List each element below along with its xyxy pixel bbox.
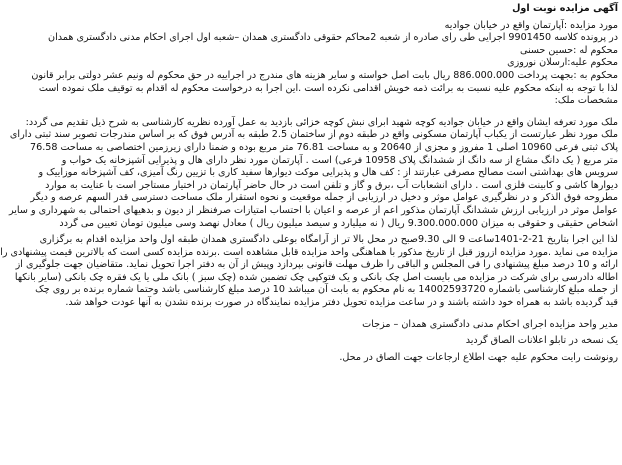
case-number-line: در پرونده کلاسه 9901450 اجرایی طی رای صادره از شعبه 2محاکم حقوقی دادگستری همدان –شعبه اول اجرای احکام مدنی دادگستری همدان xyxy=(48,32,618,44)
auction-terms-line: اطاله دادرسی برای شرکت در مزایده می بایست اصل چک بانکی و یک فتوکپی چک تضمین شده (چک سبز ) بانک ملی یا یک فقره چک بانکی (سایر بانکها xyxy=(14,271,618,283)
notice-title: آگهی مزایده نوبت اول xyxy=(512,3,618,14)
property-description-line: ملک مورد تعرفه ایشان واقع در خیابان جوادیه کوچه شهید ابرای نبش کوچه خزائی بازدید به عمل آورده نظریه کارشناسی به شرح ذیل تقدیم می گردد: xyxy=(25,116,618,128)
posting-note: یک نسخه در تابلو اعلانات الصاق گردید xyxy=(465,335,618,347)
auction-terms-line: مزایده می نماید .مورد مزایده ازروز قبل از تاریخ مذکور با هماهنگی واحد مزایده قابل مشاهده است .برنده مزایده کسی است که بالاترین قیمت پیشنهادی را xyxy=(0,246,618,258)
copy-note: رونوشت رایت محکوم علیه جهت اطلاع ارجاعات جهت الصاق در محل. xyxy=(339,351,618,363)
property-description-line: سرویس های بهداشتی است مصالح مصرفی عبارتند از : کف هال و پذیرایی موکت دیوارها سفید کاری با تزیین رنگ آمیزی، کف آشپزخانه موزاییک و xyxy=(38,167,618,179)
property-description xyxy=(8,116,618,230)
auction-manager-signature: مدیر واحد مزایده اجرای احکام مدنی دادگستری همدان – مزجات xyxy=(362,318,618,330)
property-heading: مشخصات ملک: xyxy=(554,95,618,107)
property-description-line: مطروحه فوق الذکر و در نظرگیری عوامل موثر و دخیل در ارزیابی از جمله موقعیت و نحوه استقرار ملک مساحت دسترسی قدر السهم عرصه و دیگر xyxy=(30,192,618,204)
auction-terms-line: ارائه و 10 درصد مبلغ پیشنهادی را فی المجلس و الباقی را ظرف مهلت قانونی بپردازد وپیش از آن به دفتر اجرا تحویل نماید. متقاضیان جهت جلوگیری از xyxy=(15,259,618,271)
property-description-line: دیوارها کاشی و کابینت فلزی است . دارای انشعابات آب ،برق و گاز و تلفن است در حال حاضر آپارتمان در اختیار مستاجر است با عنایت به موارد xyxy=(45,179,618,191)
sentence-amount-line: محکوم به :بجهت پرداخت 886.000.000 ریال بابت اصل خواسته و سایر هزینه های مندرج در اجراییه در حق محکوم له ونیم عشر دولتی برابر قانون xyxy=(31,69,618,81)
property-description-line: اشخاص حقیقی و حقوقی به میزان 9.300.000.000 ریال ( نه میلیارد و سیصد میلیون ریال ) معادل نهصد وسی میلیون تومان تعیین می گردد xyxy=(59,217,618,229)
property-description-line: عوامل موثر در ارزیابی ارزش ششدانگ آپارتمان مذکور اعم از عرصه و اعیان با احتساب امتیازات صرفنظر از دیون و بدهیهای احتمالی به شهرداری و سایر xyxy=(8,204,618,216)
property-description-line: متر مربع ( یک دانگ مشاع از سه دانگ از ششدانگ پلاک 10958 فرعی) است . آپارتمان مورد نظر دارای هال و پذیرایی آشپزخانه یک خواب و xyxy=(61,154,618,166)
auction-terms xyxy=(0,234,618,310)
creditor-line: محکوم له :حسین حسنی xyxy=(519,44,618,56)
seizure-line: لذا با توجه به اینکه محکوم علیه نسبت به برائت ذمه خویش اقدامی نکرده است .این اجرا به درخواست محکوم له اقدام به توقیف ملک نموده است xyxy=(38,82,618,94)
auction-terms-line: از جمله مبلغ کارشناسی باشماره 14002593720 به نام محکوم به بابت آن میباشد 10 درصد مبلغ کارشناسی باشد وحتما شماره برنده بر روی چک xyxy=(35,284,618,296)
property-description-line: ملک مورد نظر عبارتست از یکباب آپارتمان مسکونی واقع در طبقه دوم از ساختمان 2.5 طبقه به آدرس فوق که بر اساس مندرجات تصویر سند ثبتی دارای xyxy=(9,129,618,141)
property-description-line: پلاک ثبتی فرعی 10960 اصلی 1 مفروز و مجزی از 20640 و به مساحت 76.81 متر مربع بوده و ضمنا دارای زیرزمین اختصاصی به مساحت 76.58 xyxy=(29,141,618,153)
auction-terms-line: لذا این اجرا بتاریخ 21-2-1401ساعت 9 الی 9.30صبح در محل بالا تر از آرامگاه بوعلی دادگستری همدان طبقه اول واحد مزایده اقدام به برگزاری xyxy=(39,234,618,246)
auction-subject: مورد مزایده :آپارتمان واقع در خیابان جوادیه xyxy=(444,19,618,31)
auction-terms-line: قید گردیده باشد به همراه خود داشته باشند و در ساعت مزایده تحویل دفتر مزایده نمایندگاه در صورت برنده نشدن به آنها عودت خواهد شد. xyxy=(65,297,618,309)
debtor-line: محکوم علیه:ارسلان نوروزی xyxy=(507,57,618,69)
